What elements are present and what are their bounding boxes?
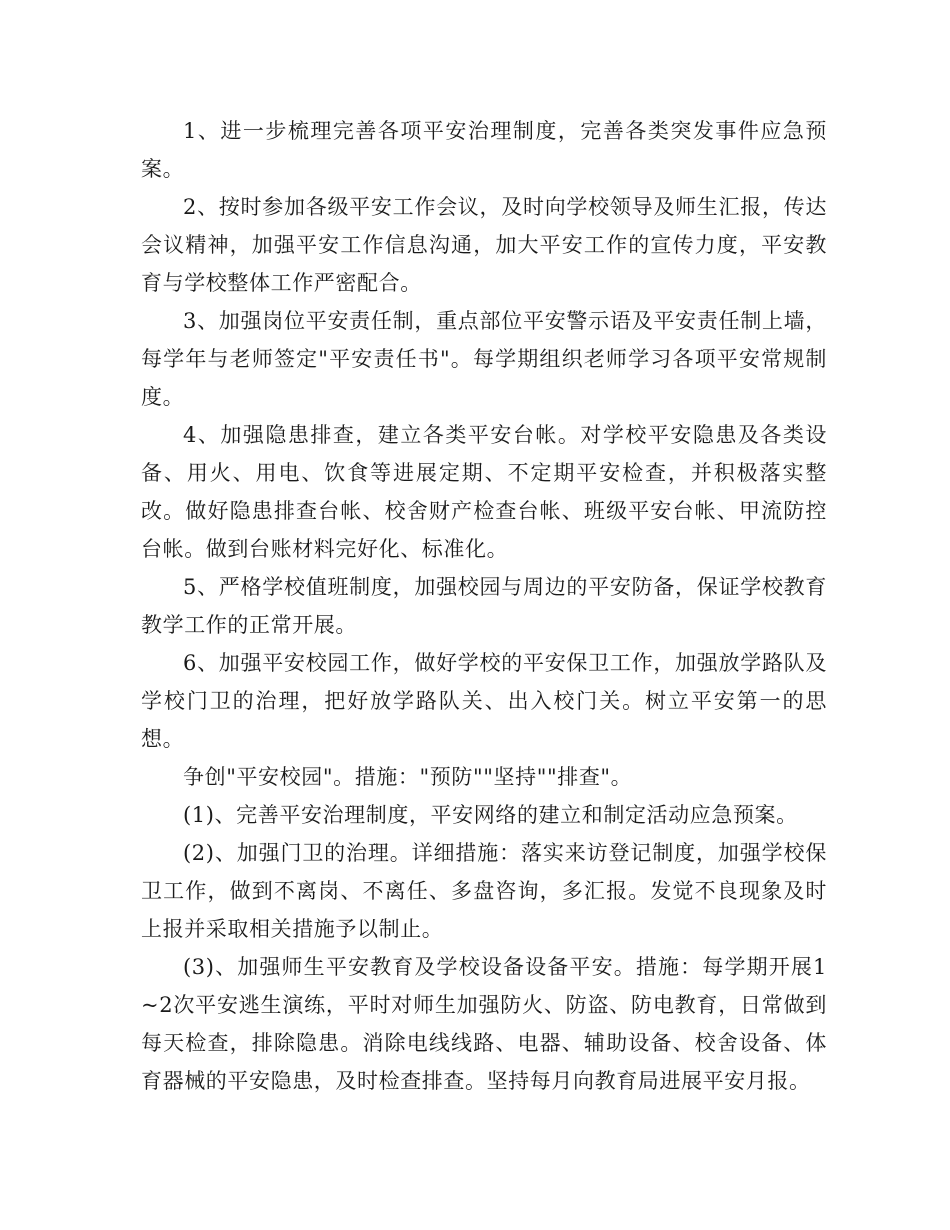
paragraph-5: 5、严格学校值班制度，加强校园与周边的平安防备，保证学校教育教学工作的正常开展。 xyxy=(141,575,827,637)
paragraph-3: 3、加强岗位平安责任制，重点部位平安警示语及平安责任制上墙，每学年与老师签定"平安责任书"。每学期组织老师学习各项平安常规制度。 xyxy=(141,309,827,409)
paragraph-6: 6、加强平安校园工作，做好学校的平安保卫工作，加强放学路队及学校门卫的治理，把好放学路队关、出入校门关。树立平安第一的思想。 xyxy=(141,651,827,751)
document-body xyxy=(141,112,827,1100)
paragraph-4: 4、加强隐患排查，建立各类平安台帐。对学校平安隐患及各类设备、用火、用电、饮食等进展定期、不定期平安检查，并积极落实整改。做好隐患排查台帐、校舍财产检查台帐、班级平安台帐、甲流防控台帐。做到台账材料完好化、标准化。 xyxy=(141,423,827,561)
paragraph-measure-1: (1)、完善平安治理制度，平安网络的建立和制定活动应急预案。 xyxy=(183,803,798,827)
paragraph-safe-campus: 争创"平安校园"。措施："预防""坚持""排查"。 xyxy=(183,765,633,789)
paragraph-measure-2: (2)、加强门卫的治理。详细措施：落实来访登记制度，加强学校保卫工作，做到不离岗、不离任、多盘咨询，多汇报。发觉不良现象及时上报并采取相关措施予以制止。 xyxy=(141,841,827,941)
paragraph-measure-3: (3)、加强师生平安教育及学校设备设备平安。措施：每学期开展1~2次平安逃生演练，平时对师生加强防火、防盗、防电教育，日常做到每天检查，排除隐患。消除电线线路、电器、辅助设备、校舍设备、体育器械的平安隐患，及时检查排查。坚持每月向教育局进展平安月报。 xyxy=(141,955,827,1093)
paragraph-2: 2、按时参加各级平安工作会议，及时向学校领导及师生汇报，传达会议精神，加强平安工作信息沟通，加大平安工作的宣传力度，平安教育与学校整体工作严密配合。 xyxy=(141,195,827,295)
paragraph-1: 1、进一步梳理完善各项平安治理制度，完善各类突发事件应急预案。 xyxy=(141,119,827,181)
